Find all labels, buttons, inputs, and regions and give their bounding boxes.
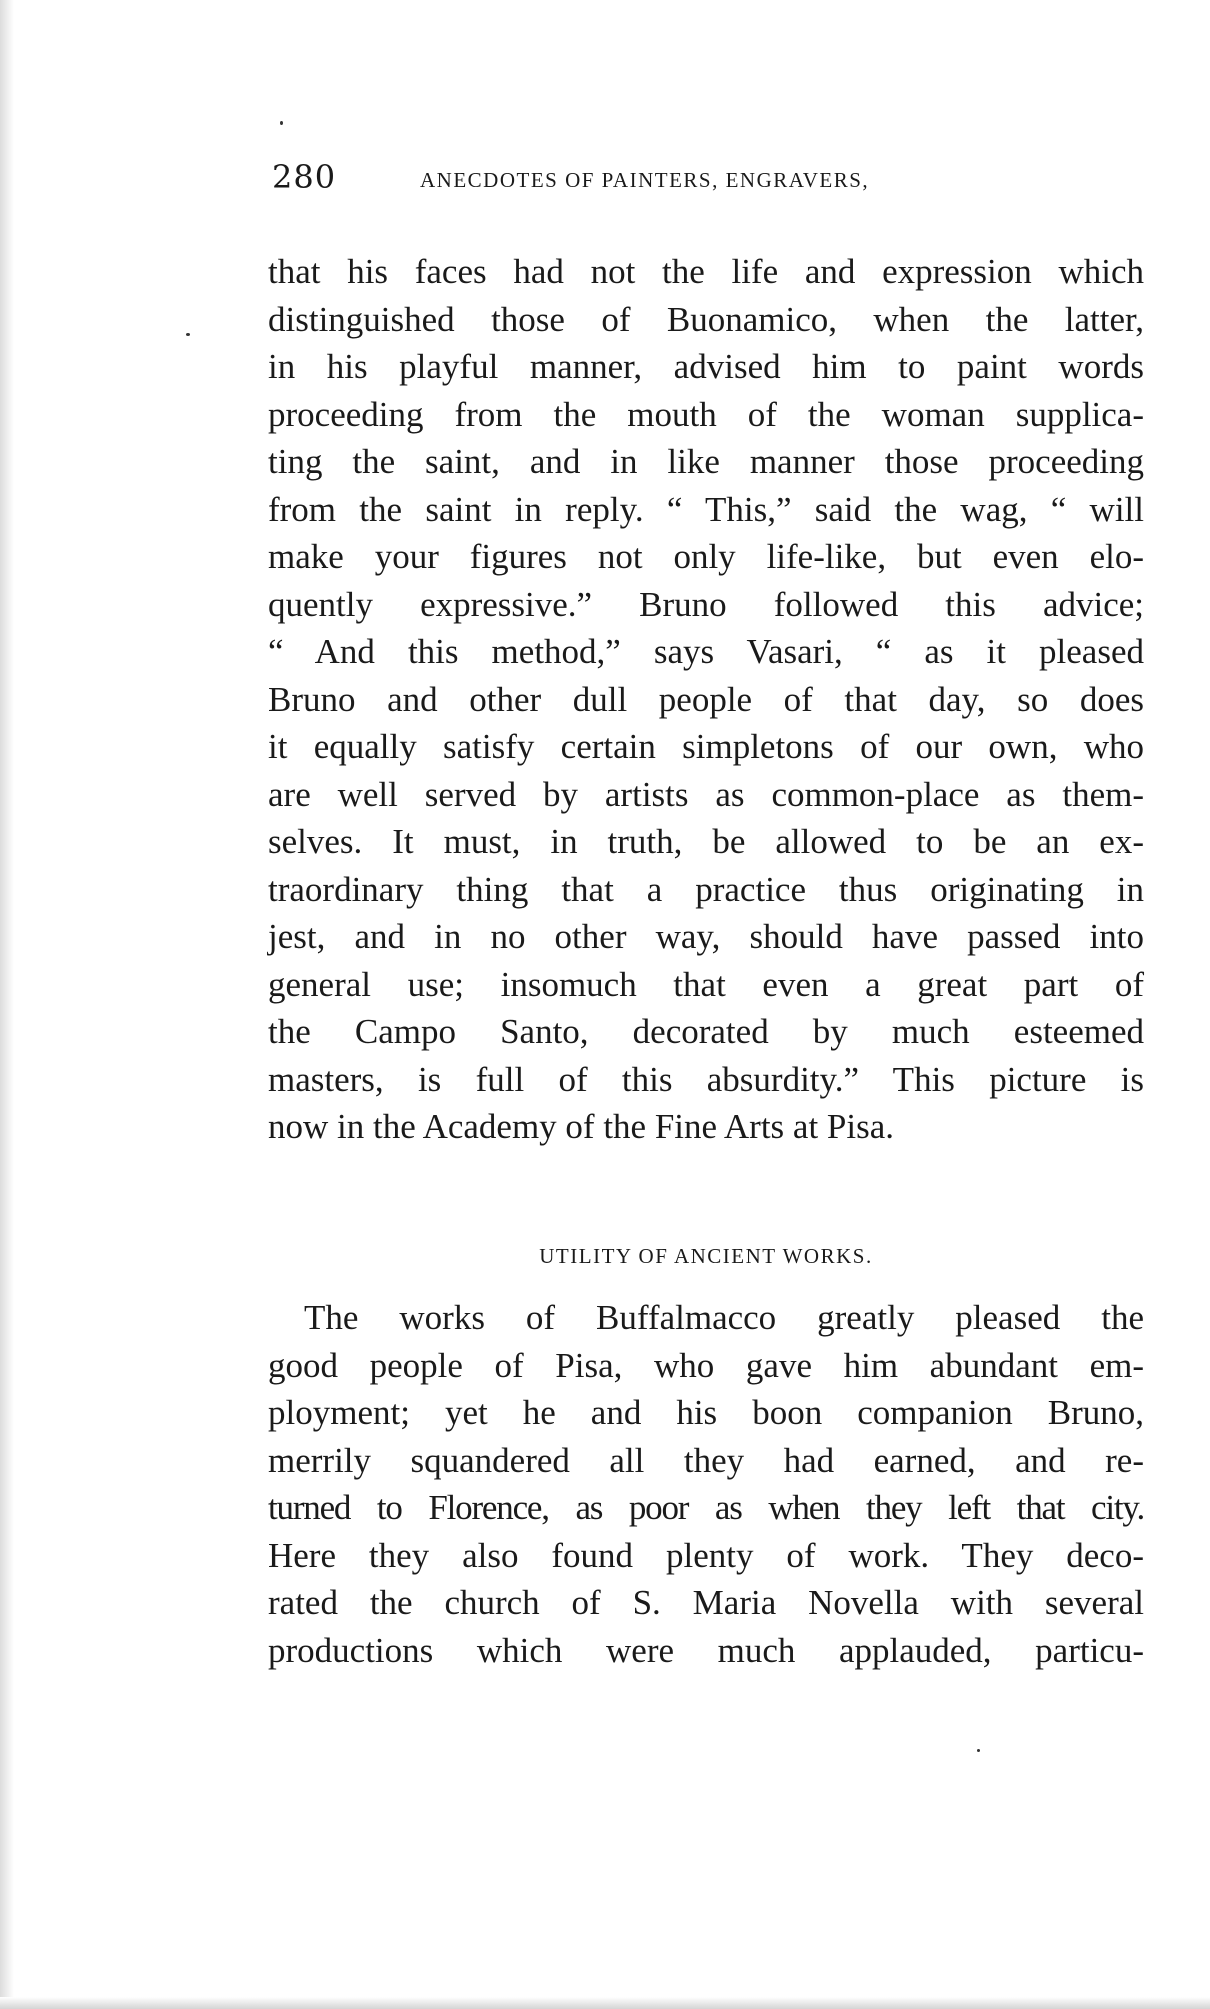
running-head: ANECDOTES OF PAINTERS, ENGRAVERS, — [420, 168, 870, 192]
paragraph-ancient-works — [268, 1294, 1144, 1674]
section-heading: UTILITY OF ANCIENT WORKS. — [539, 1244, 873, 1268]
ink-speck — [186, 333, 190, 336]
text-line: from the saint in reply. “ This,” said the wag, “ will — [268, 489, 1144, 529]
text-line: ting the saint, and in like manner those proceeding — [268, 442, 1144, 481]
text-line: quently expressive.” Bruno followed this advice; — [268, 584, 1144, 624]
text-line: The works of Buffalmacco greatly pleased the — [304, 1298, 1144, 1337]
text-line: the Campo Santo, decorated by much esteemed — [268, 1012, 1144, 1051]
text-line: ployment; yet he and his boon companion Bruno, — [268, 1393, 1144, 1432]
text-line: selves. It must, in truth, be allowed to be an ex- — [268, 822, 1144, 861]
text-line: turned to Florence, as poor as when they left that city. — [268, 1488, 1144, 1527]
text-line: in his playful manner, advised him to paint words — [268, 347, 1144, 386]
text-line: are well served by artists as common-place as them- — [268, 774, 1144, 814]
text-line: productions which were much applauded, particu- — [268, 1630, 1144, 1670]
page-number: 280 — [272, 158, 337, 196]
text-line: make your figures not only life-like, but even elo- — [268, 537, 1144, 576]
text-line: it equally satisfy certain simpletons of our own, who — [268, 727, 1144, 766]
ink-speck — [280, 121, 283, 125]
text-line: masters, is full of this absurdity.” This picture is — [268, 1059, 1144, 1099]
page-edge-shadow — [0, 0, 14, 2009]
text-line: proceeding from the mouth of the woman supplica- — [268, 394, 1144, 434]
paragraph-vasari-quote — [268, 248, 1144, 1151]
text-line: now in the Academy of the Fine Arts at Pisa. — [268, 1107, 895, 1146]
text-line: merrily squandered all they had earned, and re- — [268, 1440, 1144, 1480]
text-line: jest, and in no other way, should have passed into — [268, 917, 1144, 956]
text-line: “ And this method,” says Vasari, “ as it pleased — [268, 632, 1144, 671]
text-line: general use; insomuch that even a great part of — [268, 964, 1144, 1004]
text-line: good people of Pisa, who gave him abundant em- — [268, 1345, 1144, 1385]
page-header — [272, 158, 1052, 198]
text-line: rated the church of S. Maria Novella with several — [268, 1583, 1144, 1622]
text-line: distinguished those of Buonamico, when the latter, — [268, 299, 1144, 339]
ink-speck — [977, 1749, 980, 1752]
text-line: traordinary thing that a practice thus originating in — [268, 869, 1144, 909]
text-line: Here they also found plenty of work. They deco- — [268, 1535, 1144, 1575]
text-line: Bruno and other dull people of that day, so does — [268, 679, 1144, 719]
text-line: that his faces had not the life and expression which — [268, 252, 1144, 291]
page-bottom-shadow — [0, 1997, 1210, 2009]
